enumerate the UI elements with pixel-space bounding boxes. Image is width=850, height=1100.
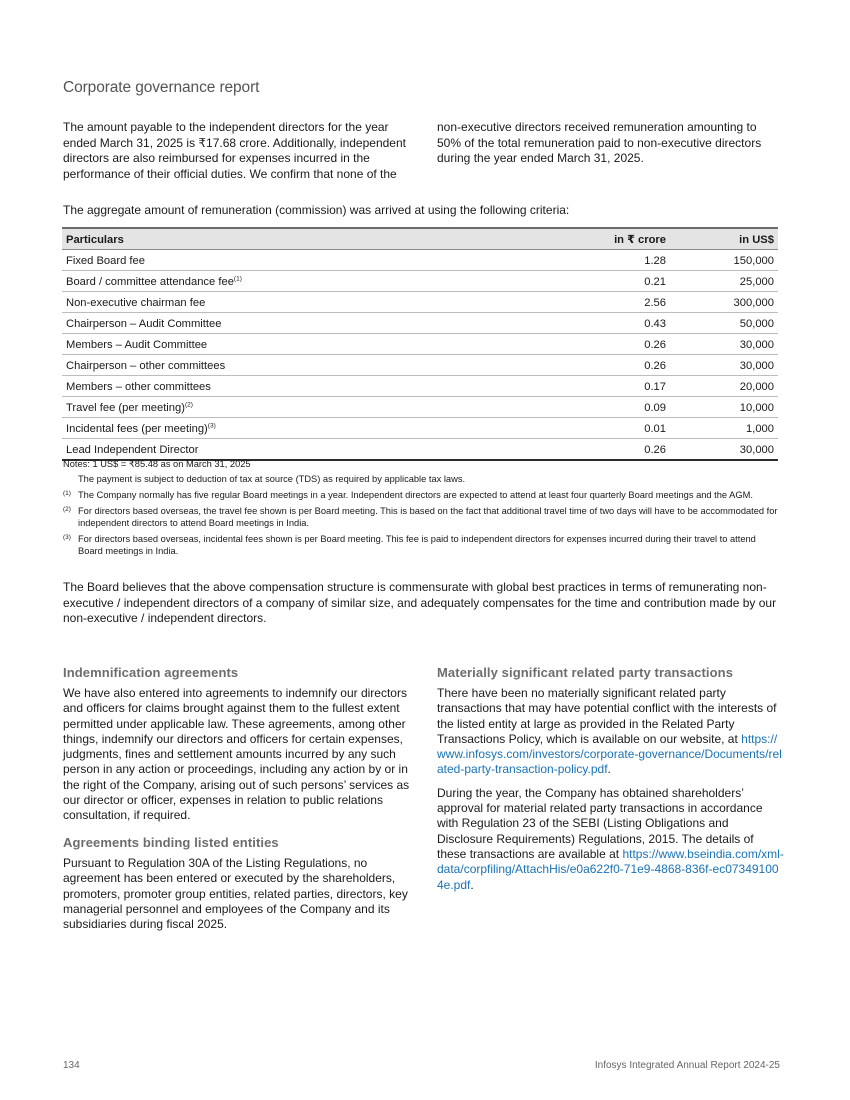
section-body: During the year, the Company has obtained shareholders’ approval for material related party transactions in accordance with Regulation 23 of the SEBI (Listing Obligations and Disclosure Requirements) Regulations, 2015. The details of these transactions are available at https://www.bseindia.com/xml-data/corpfiling/AttachHis/e0a622f0-71e9-4868-836f-ec073491004e.pdf. <box>437 785 784 892</box>
cell-usd: 10,000 <box>670 397 778 418</box>
note-marker: (3) <box>63 533 71 541</box>
cell-usd: 30,000 <box>670 334 778 355</box>
intro-right-column: non-executive directors received remuneration amounting to 50% of the total remuneration paid to non-executive directors during the year ended March 31, 2025. <box>437 120 762 165</box>
note-item <box>63 533 783 558</box>
cell-particular: Lead Independent Director <box>62 439 562 461</box>
cell-particular: Travel fee (per meeting)$^{(2)}$ <box>62 397 562 418</box>
cell-particular: Non-executive chairman fee <box>62 292 562 313</box>
cell-inr-crore: 0.17 <box>562 376 670 397</box>
cell-usd: 25,000 <box>670 271 778 292</box>
section-body: We have also entered into agreements to indemnify our directors and officers for claims brought against them to the fullest extent permitted under applicable law. These agreements, among other things, indemnify our directors and officers for certain expenses, judgments, fines and settlement amounts incurred by any such person in any action or proceedings, including any action by or in the right of the Company, arising out of such persons’ services as our director or officer, expenses in relation to public relations consultation, if required. <box>63 686 410 823</box>
criteria-lead-text: The aggregate amount of remuneration (commission) was arrived at using the following criteria: <box>63 203 570 217</box>
note-item <box>63 473 783 485</box>
board-compensation-paragraph: The Board believes that the above compensation structure is commensurate with global best practices in terms of remunerating non-executive / independent directors of a company of similar size, and adequately compensates for the time and contribution made by our non-executive / independent directors. <box>63 580 777 625</box>
column-header-usd: in US$ <box>739 233 774 246</box>
table-notes <box>63 458 783 561</box>
column-header-inr-crore: in ₹ crore <box>614 234 666 246</box>
bse-filing-link[interactable]: https://www.bseindia.com/xml-data/corpfiling/AttachHis/e0a622f0-71e9-4868-836f-ec073491004e.pdf <box>437 846 784 892</box>
note-marker: (1) <box>63 490 71 498</box>
section-body: Pursuant to Regulation 30A of the Listing Regulations, no agreement has been entered or executed by the shareholders, promoters, promoter group entities, related parties, directors, key managerial personnel and employees of the Company and its subsidiaries during fiscal 2025. <box>63 856 408 932</box>
cell-particular: Incidental fees (per meeting)$^{(3)}$ <box>62 418 562 439</box>
note-item <box>63 505 783 530</box>
table-row <box>62 334 778 355</box>
table-header-row <box>62 228 778 250</box>
cell-particular: Members – other committees <box>62 376 562 397</box>
note-item <box>63 489 783 501</box>
section-heading: Indemnification agreements <box>63 665 239 680</box>
cell-particular: Fixed Board fee <box>62 250 562 271</box>
remuneration-criteria-table <box>62 227 778 461</box>
table-row <box>62 439 778 461</box>
related-party-policy-link[interactable]: https://www.infosys.com/investors/corporate-governance/Documents/related-party-transaction-policy.pdf <box>437 731 782 777</box>
note-text: For directors based overseas, the travel fee shown is per Board meeting. This is based on the fact that additional travel time of two days will have to be accommodated for independent directors to attend Board meetings in India. <box>78 505 778 529</box>
cell-inr-crore: 0.26 <box>562 355 670 376</box>
cell-inr-crore: 2.56 <box>562 292 670 313</box>
cell-inr-crore: 0.09 <box>562 397 670 418</box>
cell-inr-crore: 0.01 <box>562 418 670 439</box>
note-text: For directors based overseas, incidental fees shown is per Board meeting. This fee is paid to independent directors for expenses incurred during their travel to attend Board meetings in India. <box>78 533 756 557</box>
cell-inr-crore: 0.26 <box>562 439 670 461</box>
cell-inr-crore: 0.26 <box>562 334 670 355</box>
related-party-section <box>437 665 785 901</box>
column-header-particulars: Particulars <box>66 233 124 246</box>
cell-usd: 1,000 <box>670 418 778 439</box>
cell-usd: 30,000 <box>670 355 778 376</box>
cell-inr-crore: 0.21 <box>562 271 670 292</box>
indemnification-section <box>63 665 411 832</box>
table-row <box>62 250 778 271</box>
cell-inr-crore: 1.28 <box>562 250 670 271</box>
cell-particular: Chairperson – Audit Committee <box>62 313 562 334</box>
cell-usd: 50,000 <box>670 313 778 334</box>
table-row <box>62 292 778 313</box>
cell-particular: Chairperson – other committees <box>62 355 562 376</box>
cell-usd: 30,000 <box>670 439 778 461</box>
report-title-footer: Infosys Integrated Annual Report 2024-25 <box>594 1060 780 1071</box>
section-body: There have been no materially significant related party transactions that may have potential conflict with the interests of the listed entity at large as provided in the Related Party Transactions Policy, which is available on our website, at https://www.infosys.com/investors/corporate-governance/Documents/related-party-transaction-policy.pdf. <box>437 686 782 777</box>
footnote-ref: (3) <box>207 421 216 429</box>
section-heading: Materially significant related party transactions <box>437 665 734 680</box>
table-row <box>62 376 778 397</box>
note-marker: (2) <box>63 505 71 513</box>
cell-particular: Board / committee attendance fee$^{(1)}$ <box>62 271 562 292</box>
note-text: The payment is subject to deduction of tax at source (TDS) as required by applicable tax laws. <box>78 474 466 485</box>
table-row <box>62 418 778 439</box>
cell-usd: 300,000 <box>670 292 778 313</box>
section-heading: Agreements binding listed entities <box>63 835 279 850</box>
cell-inr-crore: 0.43 <box>562 313 670 334</box>
page-number: 134 <box>63 1060 80 1071</box>
table-row <box>62 355 778 376</box>
notes-exchange-rate: Notes: 1 US$ = ₹85.48 as on March 31, 2025 <box>63 459 251 469</box>
footnote-ref: (2) <box>184 400 193 408</box>
cell-usd: 150,000 <box>670 250 778 271</box>
table-row <box>62 397 778 418</box>
page-title: Corporate governance report <box>63 79 260 96</box>
cell-particular: Members – Audit Committee <box>62 334 562 355</box>
table-row <box>62 271 778 292</box>
agreements-binding-section <box>63 835 411 940</box>
footnote-ref: (1) <box>233 274 242 282</box>
table-row <box>62 313 778 334</box>
intro-left-column: The amount payable to the independent directors for the year ended March 31, 2025 is ₹17.68 crore. Additionally, independent directors are also reimbursed for expenses incurred in the performance of their official duties. We confirm that none of the <box>63 120 406 181</box>
note-text: The Company normally has five regular Board meetings in a year. Independent directors are expected to attend at least four quarterly Board meetings and the AGM. <box>78 490 753 501</box>
cell-usd: 20,000 <box>670 376 778 397</box>
